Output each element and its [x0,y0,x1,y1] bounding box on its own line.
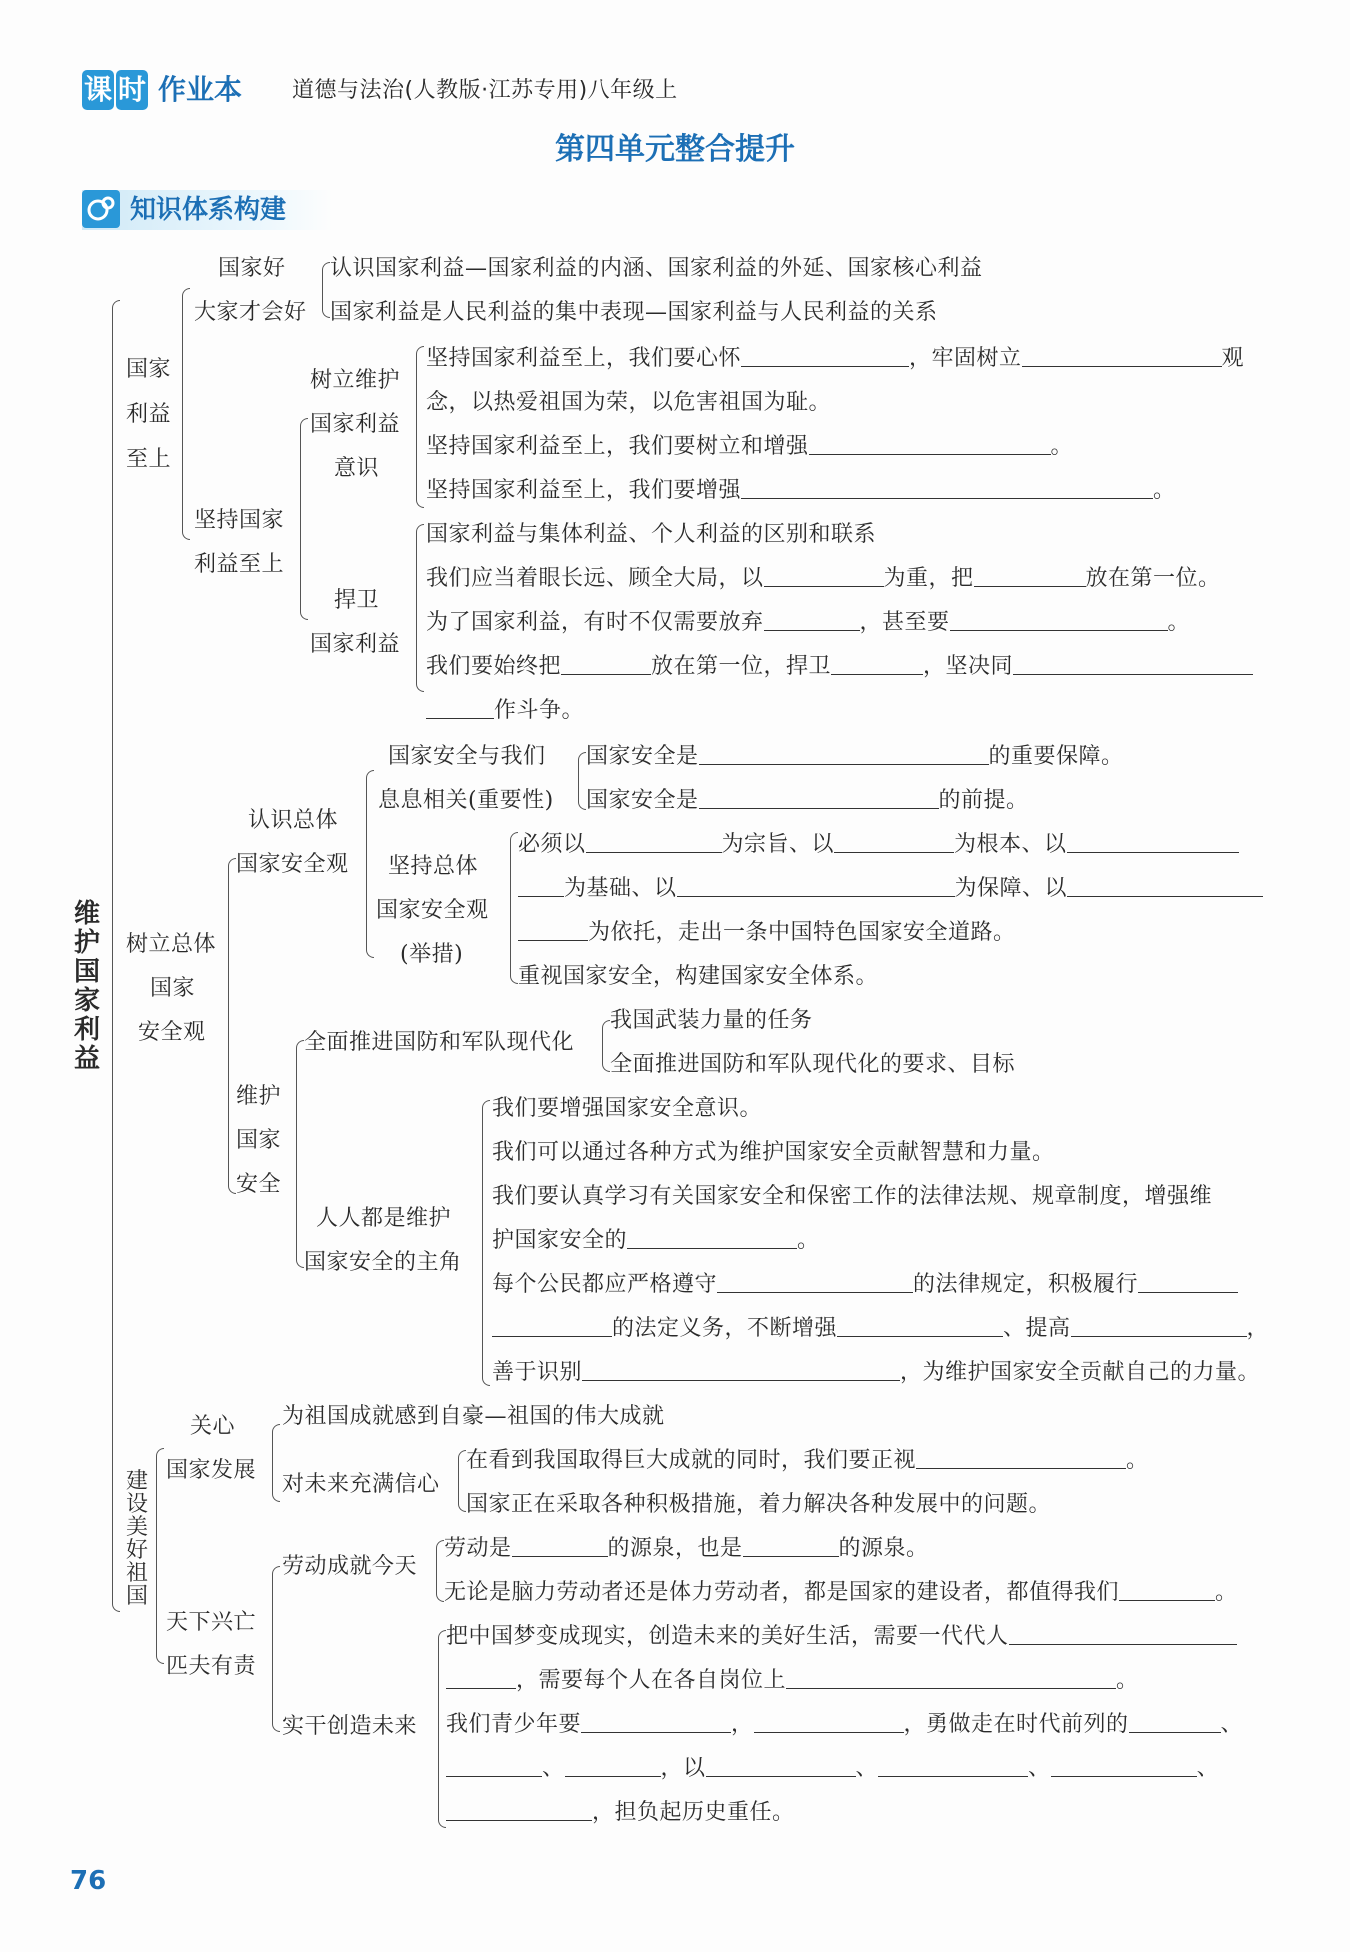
p3b1-brace [436,1540,444,1602]
answer-blank[interactable] [582,1358,900,1381]
answer-blank[interactable] [581,1710,731,1733]
part1-label-2: 利益 [126,402,172,427]
root-label [72,900,102,1074]
p2a2-item-3 [518,918,1016,948]
answer-blank[interactable] [741,476,1153,499]
root-label-text [72,900,102,1074]
answer-blank[interactable] [1009,1622,1237,1645]
answer-blank[interactable] [1129,1710,1221,1733]
text: 国家安全是 [586,788,699,813]
p3b2-label: 实干创造未来 [282,1714,418,1739]
answer-blank[interactable] [950,608,1168,631]
root-label-char: 国 [73,957,100,987]
answer-blank[interactable] [426,696,494,719]
text: 为宗旨、以 [721,832,835,857]
text: 的源泉，也是 [607,1536,743,1561]
g2a-label-3: 意识 [334,456,380,481]
text: 作斗争。 [494,698,585,723]
text: 坚持国家利益至上，我们要心怀 [426,346,742,371]
text: ，甚至要 [859,610,950,635]
root-label-char: 护 [73,928,100,958]
p2a2-label-3: (举措) [400,942,464,967]
p3a-brace [272,1424,280,1502]
answer-blank[interactable] [565,1754,661,1777]
p2b-label-1: 维护 [236,1084,282,1109]
answer-blank[interactable] [764,564,884,587]
part1-label-3: 至上 [126,447,172,472]
p2b2-label-2: 国家安全的主角 [304,1250,462,1275]
section-heading-text: 知识体系构建 [130,195,287,225]
g2b-item-4 [426,652,1253,682]
g1-item-1: 认识国家利益—国家利益的内涵、国家利益的外延、国家核心利益 [330,256,983,281]
text: 观 [1221,346,1245,371]
text: 为根本、以 [954,832,1067,857]
p2a1-brace [578,752,586,810]
answer-blank[interactable] [706,1754,856,1777]
text: 为了国家利益，有时不仅需要放弃 [426,610,764,635]
page-number: 76 [70,1866,107,1896]
text: 坚持国家利益至上，我们要增强 [426,478,742,503]
answer-blank[interactable] [1013,652,1253,675]
text: 在看到我国取得巨大成就的同时，我们要正视 [466,1448,917,1473]
g2b-item-4-cont [426,696,584,726]
text: 劳动是 [444,1536,512,1561]
logo-text: 作业本 [158,73,243,106]
p2b2-item-3-cont [492,1226,820,1256]
answer-blank[interactable] [446,1754,542,1777]
g2b-label-1: 捍卫 [334,588,380,613]
answer-blank[interactable] [974,564,1086,587]
root-label-char: 维 [73,899,100,929]
p2b1-item-2: 全面推进国防和军队现代化的要求、目标 [610,1052,1016,1077]
p2b2-item-3: 我们要认真学习有关国家安全和保密工作的法律法规、规章制度，增强维 [492,1184,1213,1209]
p2a1-label-2: 息息相关(重要性) [378,788,554,813]
g2-label-1: 坚持国家 [194,508,285,533]
text: 为基础、以 [564,876,677,901]
text: 国家安全是 [586,744,699,769]
part3-char: 建 [125,1469,148,1494]
p2b1-item-1: 我国武装力量的任务 [610,1008,813,1033]
answer-blank[interactable] [754,1710,904,1733]
part2-label-3: 安全观 [138,1020,206,1045]
g2a-label-2: 国家利益 [310,412,401,437]
logo-char-1: 课 [82,70,114,110]
text: 、 [1196,1756,1220,1781]
g1-label-1: 国家好 [218,256,286,281]
p3b2-item-1 [446,1622,1237,1652]
p3b1-label: 劳动成就今天 [282,1554,418,1579]
p3a-sub-item-2: 国家正在采取各种积极措施，着力解决各种发展中的问题。 [466,1492,1052,1517]
p3b2-item-2-cont [446,1754,1219,1784]
text: 为依托，走出一条中国特色国家安全道路。 [588,920,1016,945]
part3-char: 好 [125,1538,148,1563]
part3-brace [156,1448,164,1664]
p2b2-brace [482,1100,490,1386]
p3a-label-1: 关心 [190,1414,236,1439]
text: 。 [1167,610,1191,635]
answer-blank[interactable] [878,1754,1028,1777]
text: 的前提。 [938,788,1029,813]
p3b-label-1: 天下兴亡 [166,1610,257,1635]
answer-blank[interactable] [561,652,651,675]
answer-blank[interactable] [1067,830,1239,853]
answer-blank[interactable] [764,608,860,631]
subject-line: 道德与法治(人教版·江苏专用)八年级上 [292,78,678,103]
g2b-item-3 [426,608,1190,638]
text: 、提高 [1003,1316,1071,1341]
page-title: 第四单元整合提升 [555,132,795,167]
p2a2-brace [510,832,518,984]
knowledge-icon [82,190,120,228]
text: ，坚决同 [923,654,1014,679]
answer-blank[interactable] [837,1314,1003,1337]
part2-label-2: 国家 [150,976,196,1001]
answer-blank[interactable] [446,1666,516,1689]
g2b-brace [416,524,424,692]
p3a-sub-brace [458,1450,466,1512]
answer-blank[interactable] [809,432,1051,455]
logo-char-2: 时 [116,70,148,110]
g2b-item-1: 国家利益与集体利益、个人利益的区别和联系 [426,522,877,547]
part3-char: 祖 [125,1561,148,1586]
p2a-label-1: 认识总体 [248,808,339,833]
text: 的法律规定，积极履行 [913,1272,1139,1297]
answer-blank[interactable] [699,742,989,765]
root-label-char: 益 [73,1044,100,1074]
answer-blank[interactable] [916,1446,1126,1469]
text: 的源泉。 [838,1536,929,1561]
p2b1-label: 全面推进国防和军队现代化 [304,1030,575,1055]
text: 、 [1028,1756,1051,1781]
part3-char: 美 [125,1515,148,1540]
p2a2-label-2: 国家安全观 [376,898,489,923]
p3b2-brace [438,1630,446,1828]
text: 、 [1220,1712,1244,1737]
g2b-label-2: 国家利益 [310,632,401,657]
part3-char: 设 [125,1492,148,1517]
g2b-item-2 [426,564,1221,594]
p2b2-item-4 [492,1270,1238,1300]
text: ，为维护国家安全贡献自己的力量。 [900,1360,1261,1385]
text: ，需要每个人在各自岗位上 [516,1668,787,1693]
text: 、 [855,1756,879,1781]
answer-blank[interactable] [717,1270,913,1293]
answer-blank[interactable] [741,344,909,367]
text: 放在第一位，捍卫 [651,654,832,679]
part1-label-1: 国家 [126,357,172,382]
g1-item-2: 国家利益是人民利益的集中表现—国家利益与人民利益的关系 [330,300,938,325]
text: 无论是脑力劳动者还是体力劳动者，都是国家的建设者，都值得我们 [444,1580,1120,1605]
p3b-brace [272,1566,280,1732]
answer-blank[interactable] [677,874,955,897]
text: 护国家安全的 [492,1228,628,1253]
answer-blank[interactable] [446,1798,592,1821]
text: 的重要保障。 [988,744,1124,769]
answer-blank[interactable] [512,1534,608,1557]
part1-brace [182,288,190,540]
text: 。 [797,1228,820,1253]
p2a2-item-2 [518,874,1263,904]
part3-char: 国 [125,1584,148,1609]
answer-blank[interactable] [1051,1754,1197,1777]
p2b2-item-4-cont [492,1314,1269,1344]
p2b-brace [296,1040,304,1268]
answer-blank[interactable] [627,1226,797,1249]
text: 的法定义务，不断增强 [612,1316,838,1341]
answer-blank[interactable] [586,830,722,853]
p2a-label-2: 国家安全观 [236,852,349,877]
p2a1-label-1: 国家安全与我们 [388,744,546,769]
g1-label-2: 大家才会好 [194,300,307,325]
g2a-item-2 [426,432,1073,462]
p2a-brace [366,770,374,958]
text: ，牢固树立 [909,346,1022,371]
text: 。 [1050,434,1074,459]
answer-blank[interactable] [1071,1314,1247,1337]
p2a2-item-4: 重视国家安全，构建国家安全体系。 [518,964,879,989]
g2a-item-3 [426,476,1176,506]
answer-blank[interactable] [492,1314,612,1337]
text: 。 [1153,478,1176,503]
part2-brace [228,858,236,1194]
g2a-item-1 [426,344,1244,374]
root-label-char: 利 [73,1015,100,1045]
root-brace [112,300,120,1612]
answer-blank[interactable] [1067,874,1263,897]
text: 必须以 [518,832,586,857]
answer-blank[interactable] [518,874,564,897]
p2a2-item-1 [518,830,1239,860]
g2a-label-1: 树立维护 [310,368,401,393]
p3b2-item-1-cont [446,1666,1139,1696]
text: 。 [1126,1448,1149,1473]
root-label-char: 家 [73,986,100,1016]
answer-blank[interactable] [831,652,923,675]
p2a1-item-2 [586,786,1029,816]
p3b2-item-2 [446,1710,1243,1740]
text: 。 [1215,1580,1238,1605]
p2b2-item-2: 我们可以通过各种方式为维护国家安全贡献智慧和力量。 [492,1140,1055,1165]
p2b-label-2: 国家 [236,1128,282,1153]
text: 我们青少年要 [446,1712,582,1737]
g2a-brace [416,346,424,508]
answer-blank[interactable] [1119,1578,1215,1601]
p3a-label-2: 国家发展 [166,1458,257,1483]
p3a-item-1: 为祖国成就感到自豪—祖国的伟大成就 [282,1404,665,1429]
g2-label-2: 利益至上 [194,552,285,577]
text: 每个公民都应严格遵守 [492,1272,718,1297]
text: 放在第一位。 [1085,566,1221,591]
text: 我们要始终把 [426,654,562,679]
text: ，担负起历史重任。 [592,1800,795,1825]
p3b1-item-1 [444,1534,929,1564]
text: 善于识别 [492,1360,583,1385]
p2a1-item-1 [586,742,1124,772]
g2-brace [300,418,308,620]
p2b2-item-4-cont2 [492,1358,1260,1388]
answer-blank[interactable] [834,830,954,853]
text: 为保障、以 [954,876,1068,901]
g1-brace [322,262,330,318]
text: 。 [1116,1668,1139,1693]
part3-label [124,1470,150,1608]
answer-blank[interactable] [743,1534,839,1557]
answer-blank[interactable] [1022,344,1222,367]
p3b1-item-2 [444,1578,1238,1608]
answer-blank[interactable] [518,918,588,941]
answer-blank[interactable] [1138,1270,1238,1293]
text: ，勇做走在时代前列的 [903,1712,1129,1737]
text: 把中国梦变成现实，创造未来的美好生活，需要一代代人 [446,1624,1009,1649]
p2b2-item-1: 我们要增强国家安全意识。 [492,1096,763,1121]
section-heading [82,190,332,230]
p2a2-label-1: 坚持总体 [388,854,479,879]
text: ， [1246,1316,1270,1341]
answer-blank[interactable] [786,1666,1116,1689]
text: 我们应当着眼长远、顾全大局，以 [426,566,764,591]
text: 为重，把 [883,566,974,591]
text: 坚持国家利益至上，我们要树立和增强 [426,434,809,459]
p3b2-item-2-cont2 [446,1798,795,1828]
p2b2-label-1: 人人都是维护 [316,1206,452,1231]
text: ，以 [660,1756,706,1781]
p3b-label-2: 匹夫有责 [166,1654,257,1679]
p3a-sub-item-1 [466,1446,1149,1476]
g2a-item-1-cont: 念，以热爱祖国为荣，以危害祖国为耻。 [426,390,832,415]
part2-label-1: 树立总体 [126,932,217,957]
p2b1-brace [602,1020,610,1072]
p2b-label-3: 安全 [236,1172,282,1197]
text: 、 [542,1756,565,1781]
text: ， [731,1712,754,1737]
answer-blank[interactable] [699,786,939,809]
p3a-sub-label: 对未来充满信心 [282,1472,440,1497]
